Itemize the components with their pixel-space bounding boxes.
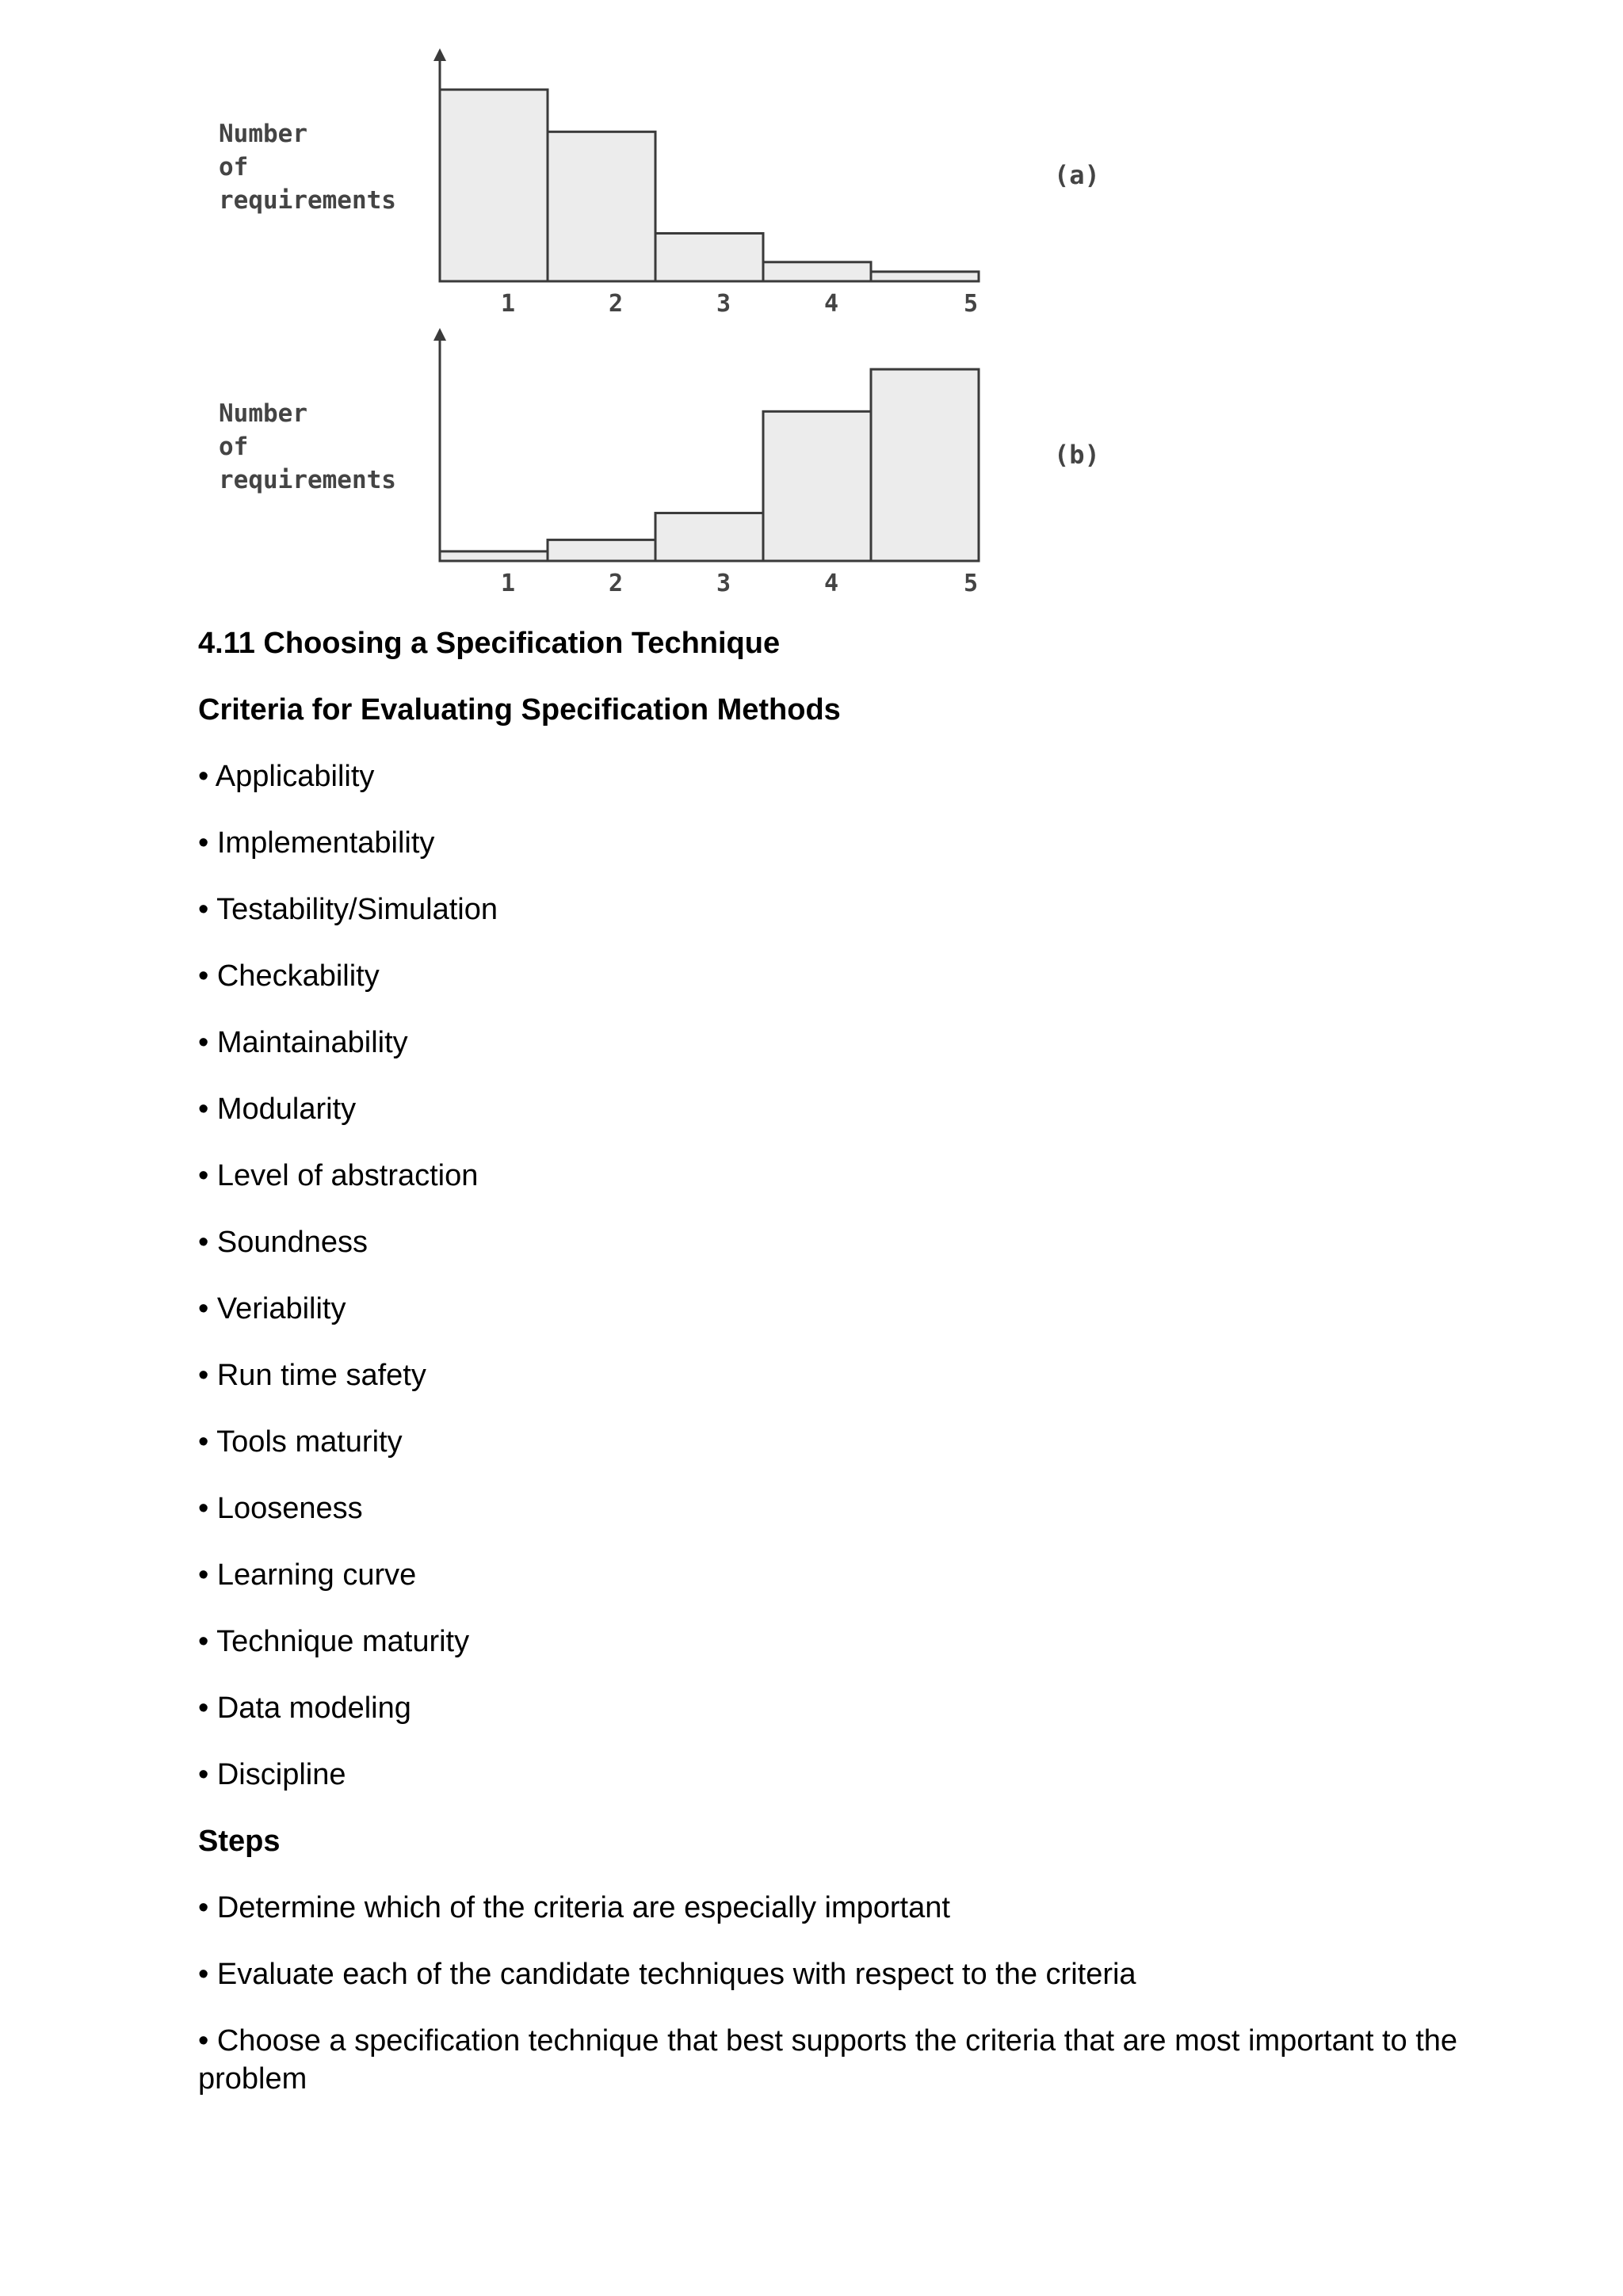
criteria-item: • Applicability xyxy=(198,760,375,793)
steps-heading: Steps xyxy=(198,1825,281,1858)
bar xyxy=(655,513,763,561)
criteria-item: • Testability/Simulation xyxy=(198,893,498,926)
bar xyxy=(763,262,871,281)
bar xyxy=(548,540,655,561)
steps-list xyxy=(198,1889,1482,2098)
criteria-item: • Looseness xyxy=(198,1492,363,1525)
criteria-item: • Implementability xyxy=(198,826,435,860)
criteria-item: • Level of abstraction xyxy=(198,1159,479,1192)
bar xyxy=(871,369,979,561)
criteria-item: • Tools maturity xyxy=(198,1425,403,1459)
criteria-item: • Learning curve xyxy=(198,1558,417,1592)
document-body xyxy=(198,624,1482,2126)
x-tick-label: 4 xyxy=(823,290,839,318)
y-axis-arrow xyxy=(433,48,446,61)
x-tick-label: 3 xyxy=(716,290,731,318)
x-tick-label: 3 xyxy=(716,570,731,597)
criteria-item: • Soundness xyxy=(198,1226,369,1259)
x-tick-label: 4 xyxy=(823,570,839,597)
x-tick-label: 2 xyxy=(608,570,624,597)
bar xyxy=(440,551,548,561)
criteria-item: • Discipline xyxy=(198,1758,346,1791)
panel-label: (b) xyxy=(1054,440,1100,470)
histogram-b xyxy=(198,323,1149,624)
x-tick-label: 5 xyxy=(963,570,979,597)
criteria-item: • Maintainability xyxy=(198,1026,408,1059)
step-item: • Determine which of the criteria are especially important xyxy=(198,1891,950,1924)
x-tick-label: 1 xyxy=(500,570,516,597)
step-item: • Choose a specification technique that best supports the criteria that are most important to the problem xyxy=(198,2024,1458,2096)
criteria-list xyxy=(198,757,1482,1794)
bar xyxy=(440,90,548,281)
histogram-a-svg xyxy=(198,44,1149,345)
section-title: 4.11 Choosing a Specification Technique xyxy=(198,627,781,660)
bar xyxy=(763,411,871,561)
bar xyxy=(548,132,655,281)
y-axis-label: Number of requirements xyxy=(219,399,396,494)
y-axis-label: Number of requirements xyxy=(219,120,396,215)
criteria-item: • Modularity xyxy=(198,1093,357,1126)
criteria-item: • Data modeling xyxy=(198,1691,411,1725)
panel-label: (a) xyxy=(1054,160,1100,190)
x-tick-label: 1 xyxy=(500,290,516,318)
x-tick-label: 5 xyxy=(963,290,979,318)
y-axis-arrow xyxy=(433,328,446,341)
criteria-item: • Run time safety xyxy=(198,1359,426,1392)
criteria-item: • Checkability xyxy=(198,959,380,993)
histogram-a xyxy=(198,44,1149,345)
histogram-b-svg xyxy=(198,323,1149,624)
criteria-item: • Technique maturity xyxy=(198,1625,470,1658)
criteria-heading: Criteria for Evaluating Specification Methods xyxy=(198,693,841,727)
criteria-item: • Veriability xyxy=(198,1292,346,1325)
step-item: • Evaluate each of the candidate techniques with respect to the criteria xyxy=(198,1958,1136,1991)
bar xyxy=(871,272,979,281)
bar xyxy=(655,234,763,281)
x-tick-label: 2 xyxy=(608,290,624,318)
